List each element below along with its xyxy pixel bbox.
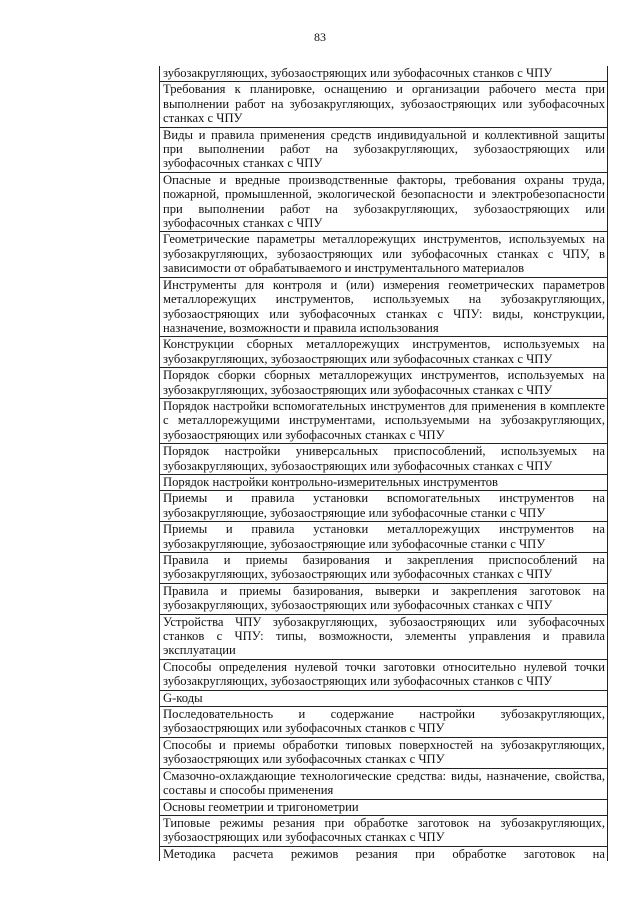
table-row: Типовые режимы резания при обработке заготовок на зубозакругляющих, зубозаостряющих или зубофасочных станках с ЧПУ: [160, 815, 607, 846]
table-row: Приемы и правила установки металлорежущих инструментов на зубозакругляющие, зубозаостряющие или зубофасочные станки с ЧПУ: [160, 521, 607, 552]
knowledge-table: [159, 66, 608, 861]
table-row: G-коды: [160, 690, 607, 706]
table-row: Способы определения нулевой точки заготовки относительно нулевой точки зубозакругляющих, зубозаостряющих или зубофасочных станков с ЧПУ: [160, 659, 607, 690]
table-row: Требования к планировке, оснащению и организации рабочего места при выполнении работ на зубозакругляющих, зубозаостряющих или зубофасочных станках с ЧПУ: [160, 81, 607, 126]
table-row: Порядок настройки вспомогательных инструментов для применения в комплекте с металлорежущими инструментами, используемыми на зубозакругляющих, зубозаостряющих или зубофасочных станках с ЧПУ: [160, 398, 607, 443]
table-row: зубозакругляющих, зубозаостряющих или зубофасочных станков с ЧПУ: [163, 66, 553, 80]
table-row: Опасные и вредные производственные факторы, требования охраны труда, пожарной, промышленной, экологической безопасности и электробезопасности при выполнении работ на зубозакругляющих, зубозаостряющих или зубофасочных станках с ЧПУ: [160, 172, 607, 232]
table-row: Порядок сборки сборных металлорежущих инструментов, используемых на зубозакругляющих, зубозаостряющих или зубофасочных станках с ЧПУ: [160, 367, 607, 398]
table-row: Приемы и правила установки вспомогательных инструментов на зубозакругляющие, зубозаостряющие или зубофасочные станки с ЧПУ: [160, 490, 607, 521]
table-row: Правила и приемы базирования и закрепления приспособлений на зубозакругляющих, зубозаостряющих или зубофасочных станках с ЧПУ: [160, 552, 607, 583]
table-row: Смазочно-охлаждающие технологические средства: виды, назначение, свойства, составы и способы применения: [160, 768, 607, 799]
table-row: Правила и приемы базирования, выверки и закрепления заготовок на зубозакругляющих, зубозаостряющих или зубофасочных станках с ЧПУ: [160, 583, 607, 614]
table-row: Устройства ЧПУ зубозакругляющих, зубозаостряющих или зубофасочных станков с ЧПУ: типы, возможности, элементы управления и правила эксплуатации: [160, 614, 607, 659]
table-row: Виды и правила применения средств индивидуальной и коллективной защиты при выполнении работ на зубозакругляющих, зубозаостряющих или зубофасочных станках с ЧПУ: [160, 127, 607, 172]
table-row: Инструменты для контроля и (или) измерения геометрических параметров металлорежущих инструментов, используемых на зубозакругляющих, зубозаостряющих или зубофасочных станках с ЧПУ: виды, конструкции, назначение, возможности и правила использования: [160, 277, 607, 337]
page-number: 83: [314, 30, 326, 44]
table-row: Методика расчета режимов резания при обработке заготовок на: [160, 846, 607, 861]
table-row: Порядок настройки универсальных приспособлений, используемых на зубозакругляющих, зубозаостряющих или зубофасочных станках с ЧПУ: [160, 443, 607, 474]
table-row: Конструкции сборных металлорежущих инструментов, используемых на зубозакругляющих, зубозаостряющих или зубофасочных станках с ЧПУ: [160, 336, 607, 367]
table-row: Геометрические параметры металлорежущих инструментов, используемых на зубозакругляющих, зубозаостряющих или зубофасочных станках с ЧПУ, в зависимости от обрабатываемого и инструментального материалов: [160, 231, 607, 276]
table-row: Основы геометрии и тригонометрии: [160, 799, 607, 815]
table-row: Последовательность и содержание настройки зубозакругляющих, зубозаостряющих или зубофасочных станков с ЧПУ: [160, 706, 607, 737]
table-row: Порядок настройки контрольно-измерительных инструментов: [160, 474, 607, 490]
table-row: Способы и приемы обработки типовых поверхностей на зубозакругляющих, зубозаостряющих или зубофасочных станках с ЧПУ: [160, 737, 607, 768]
